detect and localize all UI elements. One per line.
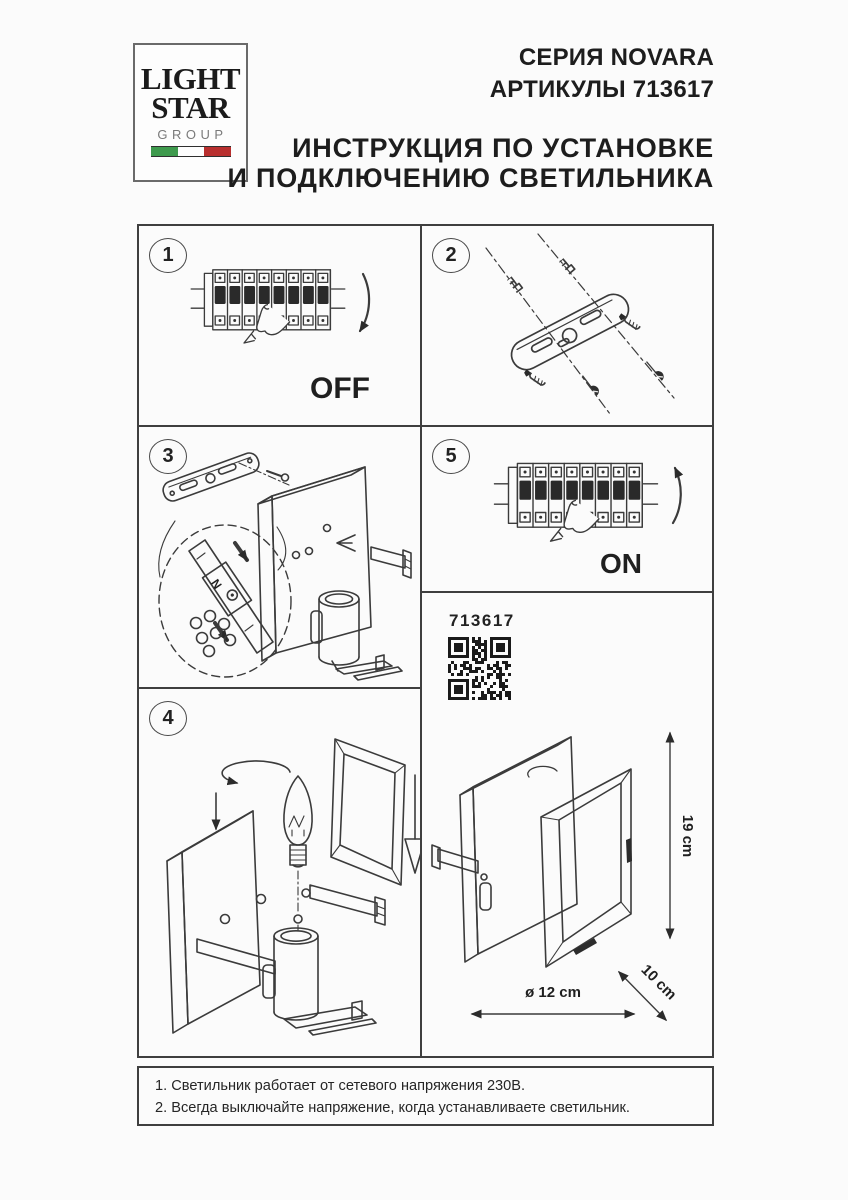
switch-up-arrow <box>673 468 681 523</box>
note-line-2: 2. Всегда выключайте напряжение, когда устанавливаете светильник. <box>155 1100 630 1116</box>
step-panel-1 <box>137 224 422 427</box>
screw-head <box>294 915 302 923</box>
step-panel-3 <box>137 425 422 689</box>
threaded-stud <box>523 364 549 387</box>
dimension-diagram <box>422 593 712 1056</box>
article-list-label: АРТИКУЛЫ 713617 <box>489 76 714 103</box>
lamp-socket-cylinder <box>311 591 359 665</box>
callout-curve <box>159 521 175 577</box>
notes-box <box>137 1066 714 1126</box>
italian-flag-bar <box>151 146 231 157</box>
product-info-panel <box>420 591 714 1058</box>
step-panel-5 <box>420 425 714 593</box>
mounting-screw <box>562 352 601 399</box>
circuit-breaker-drawing <box>191 270 345 343</box>
screw-head <box>324 525 331 532</box>
insert-arrow <box>337 535 355 551</box>
instruction-title-line1: ИНСТРУКЦИЯ ПО УСТАНОВКЕ <box>292 133 714 163</box>
base-foot <box>284 1001 376 1035</box>
lamp-shade <box>541 769 632 967</box>
wall-anchor <box>540 241 575 279</box>
backplate-top <box>460 737 571 795</box>
backplate-top <box>167 811 253 861</box>
flag-white-segment <box>178 147 204 156</box>
logo-word-group: GROUP <box>157 126 228 142</box>
down-arrow-head <box>405 839 420 873</box>
lightstar-logo <box>133 43 248 182</box>
note-line-1: 1. Светильник работает от сетевого напряжения 230В. <box>155 1078 526 1094</box>
lamp-socket-cylinder <box>274 928 318 1020</box>
step-number-badge: 4 <box>149 701 187 736</box>
article-number: 713617 <box>449 611 515 630</box>
series-label: СЕРИЯ NOVARA <box>518 44 714 71</box>
dim-height-label: 19 cm <box>679 814 696 858</box>
step-number-badge: 3 <box>149 439 187 474</box>
socket-hint <box>528 766 557 777</box>
callout-curve <box>277 527 286 570</box>
screw-head <box>221 915 230 924</box>
step-panel-2 <box>420 224 714 427</box>
screw <box>267 471 281 476</box>
screw-head <box>306 548 313 555</box>
step-number-badge: 5 <box>432 439 470 474</box>
mounting-screw <box>625 339 666 385</box>
wall-arm <box>371 547 411 578</box>
flag-red-segment <box>204 147 231 156</box>
dimension-arrows <box>472 733 670 1020</box>
off-label: OFF <box>310 372 370 405</box>
logo-word-light: LIGHT <box>140 61 241 96</box>
screw-head <box>282 474 289 481</box>
screw-head <box>257 895 266 904</box>
on-label: ON <box>600 548 642 579</box>
terminal-screws <box>191 611 236 657</box>
dim-diameter-label: ø 12 cm <box>525 984 581 1001</box>
lower-arm <box>197 939 275 998</box>
switch-down-arrow <box>360 274 369 331</box>
lamp-shade <box>331 739 405 885</box>
instruction-title-line2: И ПОДКЛЮЧЕНИЮ СВЕТИЛЬНИКА <box>227 163 714 193</box>
mounting-bracket <box>506 286 649 393</box>
screw-head <box>293 552 300 559</box>
circuit-breaker-drawing <box>494 463 657 541</box>
step-number-badge: 2 <box>432 238 470 273</box>
wall-anchor <box>488 259 522 297</box>
wire-arrow <box>235 543 247 560</box>
terminal-n-label: N <box>208 576 225 592</box>
logo-word-star: STAR <box>151 89 230 125</box>
base-foot <box>332 655 402 680</box>
step-number-badge: 1 <box>149 238 187 273</box>
bulb-installation-diagram <box>139 689 420 1056</box>
alignment-dash-line <box>486 234 674 414</box>
dim-depth-label: 10 cm <box>637 961 680 1004</box>
wall-arm <box>302 885 385 925</box>
flag-green-segment <box>151 147 178 156</box>
step-panel-4 <box>137 687 422 1058</box>
magnifier-callout <box>159 525 291 677</box>
rotate-arrow <box>222 761 290 783</box>
candle-bulb <box>284 776 312 867</box>
threaded-stud <box>618 308 644 331</box>
backplate-face <box>473 737 577 954</box>
